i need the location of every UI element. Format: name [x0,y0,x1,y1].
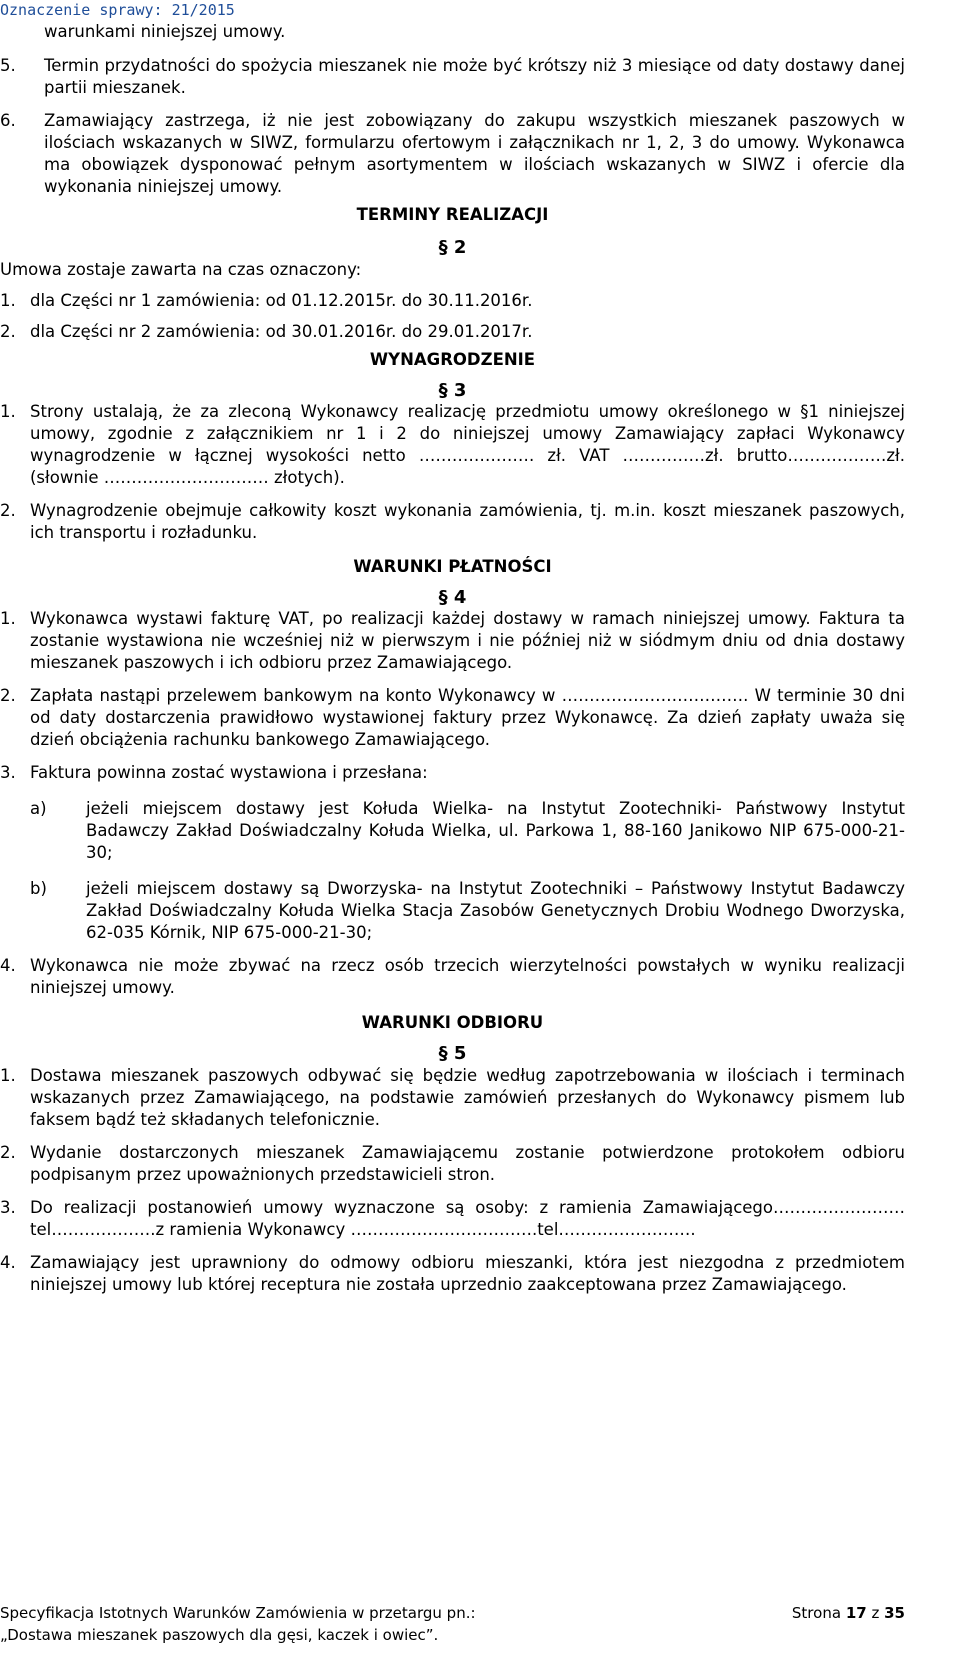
item-text: Wydanie dostarczonych mieszanek Zamawiającemu zostanie potwierdzone protokołem odbioru podpisanym przez upoważnionych przedstawicieli stron. [30,1143,905,1184]
item-number: 1. [0,402,16,421]
list-item [0,1252,905,1296]
list-item [0,1197,905,1241]
item-text: Do realizacji postanowień umowy wyznaczone są osoby: z ramienia Zamawiającego……………………tel……………….z ramienia Wykonawcy …………………………….tel……………………. [30,1198,905,1239]
paragraph-sign: § 2 [438,237,467,258]
item-number: 2. [0,686,16,705]
item-text: dla Części nr 2 zamówienia: od 30.01.2016r. do 29.01.2017r. [30,322,533,341]
paragraph-sign: § 4 [438,587,467,608]
item-text: Wykonawca wystawi fakturę VAT, po realizacji każdej dostawy w ramach niniejszej umowy. Faktura ta zostanie wystawiona nie wcześniej niż w pierwszym i nie później niż w siódmym dniu od dnia dostawy mieszanek paszowych i ich odbioru przez Zamawiającego. [30,609,905,672]
item-text: Wynagrodzenie obejmuje całkowity koszt wykonania zamówienia, tj. m.in. koszt mieszanek paszowych, ich transportu i rozładunku. [30,501,905,542]
sub-list-item [30,878,905,944]
item-text: Termin przydatności do spożycia mieszanek nie może być krótszy niż 3 miesiące od daty dostawy danej partii mieszanek. [44,56,905,97]
item-number: 4. [0,956,16,975]
paragraph-sign: § 5 [438,1043,467,1064]
list-item [0,1065,905,1131]
item-number: 5. [0,56,16,75]
list-item [0,321,905,343]
page-prefix: Strona [791,1604,842,1622]
page-current: 17 [845,1604,867,1622]
list-item [0,110,905,198]
list-item [0,500,905,544]
section-heading: WYNAGRODZENIE [369,350,536,369]
item-text: Dostawa mieszanek paszowych odbywać się będzie według zapotrzebowania w ilościach i terminach wskazanych przez Zamawiającego, na podstawie zamówień przesłanych do Wykonawcy pismem lub faksem bądź też składanych telefonicznie. [30,1066,905,1129]
item-number: 3. [0,763,16,782]
item-number: 2. [0,501,16,520]
list-item [0,290,905,312]
item-text: Wykonawca nie może zbywać na rzecz osób trzecich wierzytelności powstałych w wyniku realizacji niniejszej umowy. [30,956,905,997]
item-number: 1. [0,609,16,628]
list-item [0,762,905,784]
list-item [0,55,905,99]
item-number: 6. [0,111,16,130]
page-footer [0,1602,905,1646]
list-item [0,608,905,674]
list-item [0,685,905,751]
item-text: dla Części nr 1 zamówienia: od 01.12.2015r. do 30.11.2016r. [30,291,533,310]
sub-list-item [30,798,905,864]
item-text: Zapłata nastąpi przelewem bankowym na konto Wykonawcy w ……………………………. W terminie 30 dni od daty dostarczenia prawidłowo wystawionej faktury przez Wykonawcę. Za dzień zapłaty uważa się dzień obciążenia rachunku bankowego Zamawiającego. [30,686,905,749]
section-heading: WARUNKI ODBIORU [361,1013,544,1032]
item-letter: b) [30,879,47,898]
page-total: 35 [884,1604,905,1622]
footer-tender-name: „Dostawa mieszanek paszowych dla gęsi, kaczek i owiec”. [0,1626,439,1644]
section-lead: Umowa zostaje zawarta na czas oznaczony: [0,260,362,279]
page-number [792,1602,905,1624]
item-text: jeżeli miejscem dostawy jest Kołuda Wielka- na Instytut Zootechniki- Państwowy Instytut Badawczy Zakład Doświadczalny Kołuda Wielka, ul. Parkowa 1, 88-160 Janikowo NIP 675-000-21-30; [86,799,905,862]
list-item [0,401,905,489]
item-number: 4. [0,1253,16,1272]
item-number: 3. [0,1198,16,1217]
item-text: Strony ustalają, że za zleconą Wykonawcy realizację przedmiotu umowy określonego w §1 niniejszej umowy, zgodnie z załącznikiem nr 1 i 2 do niniejszej umowy Zamawiający zapłaci Wykonawcy wynagrodzenie w łącznej wysokości netto ………………… zł. VAT ……………zł. brutto………………zł. (słownie ………………………… złotych). [30,402,905,487]
document-body [0,22,905,1296]
footer-spec-title: Specyfikacja Istotnych Warunków Zamówienia w przetargu pn.: [0,1604,476,1622]
page-sep: z [871,1604,880,1622]
item-text: Zamawiający zastrzega, iż nie jest zobowiązany do zakupu wszystkich mieszanek paszowych w ilościach wskazanych w SIWZ, formularzu ofertowym i załącznikach nr 1, 2, 3 do umowy. Wykonawca ma obowiązek dysponować pełnym asortymentem w ilościach wskazanych w SIWZ i ofercie dla wykonania niniejszej umowy. [44,111,905,196]
item-number: 2. [0,322,16,341]
continuation-text: warunkami niniejszej umowy. [44,22,286,41]
list-item [0,955,905,999]
item-number: 1. [0,291,16,310]
footer-row [0,1602,905,1624]
section-heading: WARUNKI PŁATNOŚCI [353,557,552,576]
item-number: 2. [0,1143,16,1162]
item-text: Zamawiający jest uprawniony do odmowy odbioru mieszanki, która jest niezgodna z przedmiotem niniejszej umowy lub której receptura nie została uprzednio zaakceptowana przez Zamawiającego. [30,1253,905,1294]
item-text: jeżeli miejscem dostawy są Dworzyska- na Instytut Zootechniki – Państwowy Instytut Badawczy Zakład Doświadczalny Kołuda Wielka Stacja Zasobów Genetycznych Drobiu Wodnego Dworzyska, 62-035 Kórnik, NIP 675-000-21-30; [86,879,905,942]
item-text: Faktura powinna zostać wystawiona i przesłana: [30,763,428,782]
section-heading: TERMINY REALIZACJI [356,205,549,224]
paragraph-sign: § 3 [438,380,467,401]
case-number-header: Oznaczenie sprawy: 21/2015 [0,1,235,19]
item-letter: a) [30,799,47,818]
list-item [0,1142,905,1186]
item-number: 1. [0,1066,16,1085]
